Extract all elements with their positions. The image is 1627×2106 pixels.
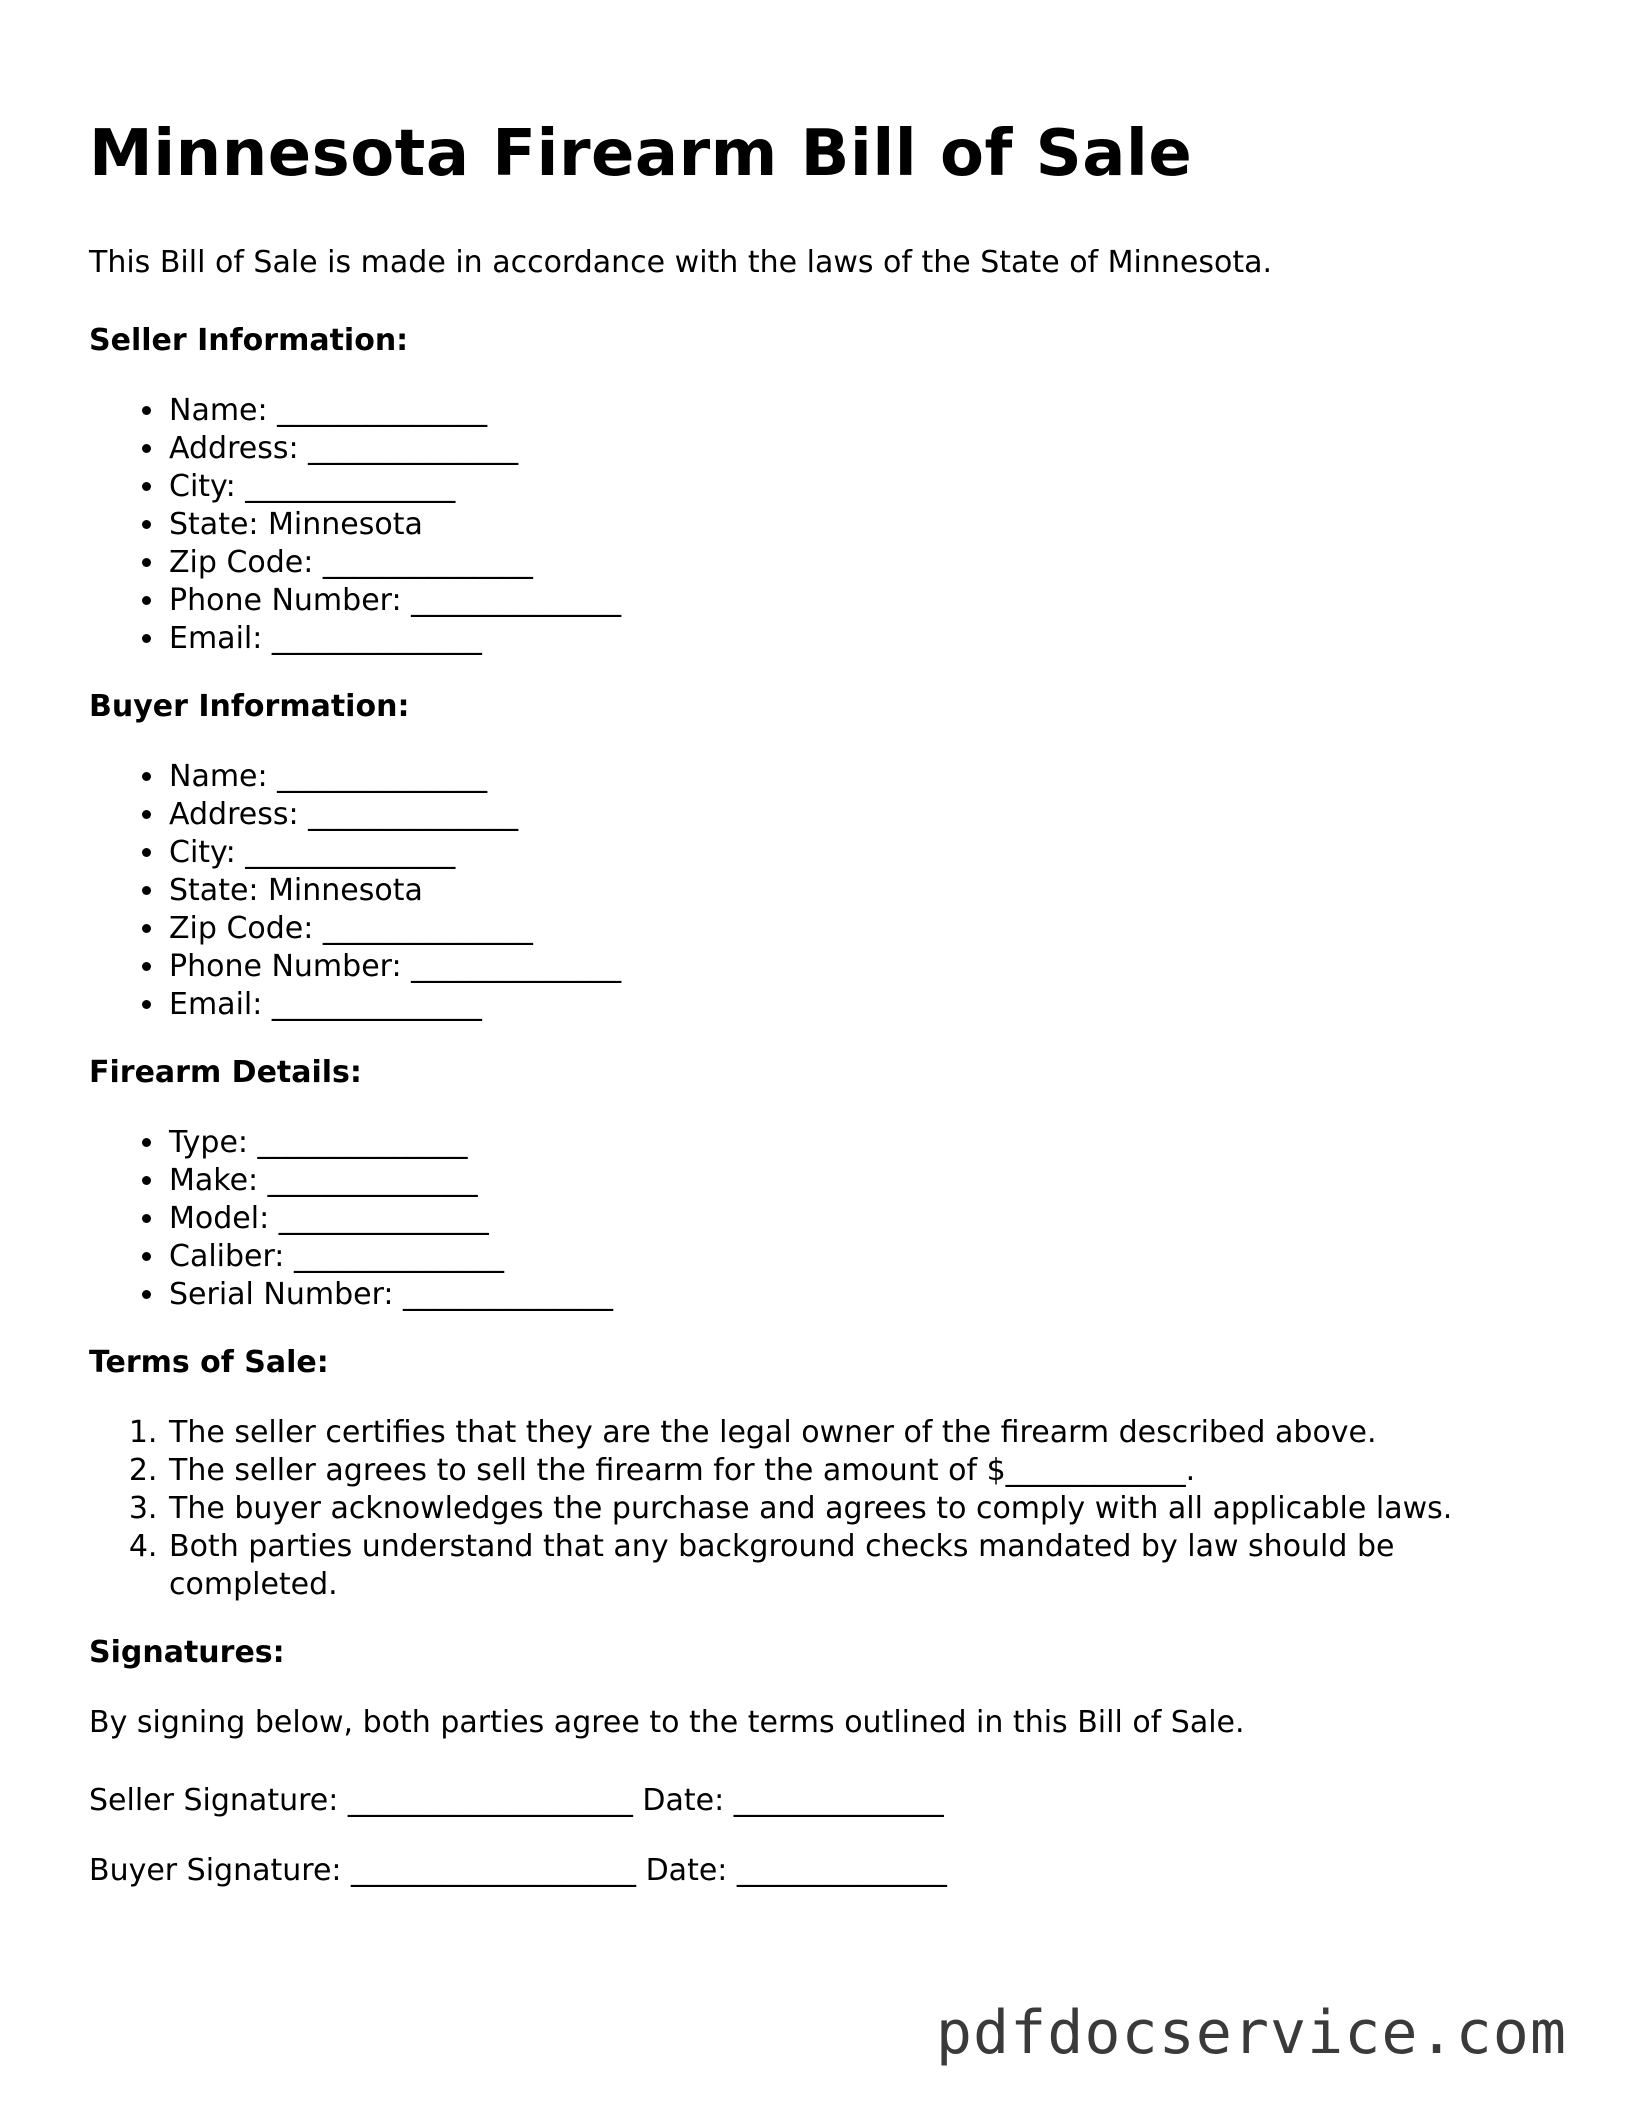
terms-list bbox=[89, 1414, 1549, 1604]
term-item: 1. The seller certifies that they are the legal owner of the firearm described above. bbox=[167, 1414, 1549, 1452]
buyer-zip-field: • Zip Code: ______________ bbox=[167, 910, 1549, 948]
buyer-state-field: • State: Minnesota bbox=[167, 872, 1549, 910]
buyer-phone-field: • Phone Number: ______________ bbox=[167, 948, 1549, 986]
page-title: Minnesota Firearm Bill of Sale bbox=[89, 117, 1193, 191]
term-item: 3. The buyer acknowledges the purchase and agrees to comply with all applicable laws. bbox=[167, 1490, 1549, 1528]
seller-city-field: • City: ______________ bbox=[167, 468, 1549, 506]
seller-email-field: • Email: ______________ bbox=[167, 620, 1549, 658]
buyer-signature-line: Buyer Signature: ___________________ Date: ______________ bbox=[89, 1853, 947, 1888]
firearm-make-field: • Make: ______________ bbox=[167, 1162, 1549, 1200]
firearm-heading: Firearm Details: bbox=[89, 1055, 362, 1090]
seller-signature-line: Seller Signature: ___________________ Date: ______________ bbox=[89, 1783, 944, 1818]
seller-heading: Seller Information: bbox=[89, 323, 409, 358]
buyer-heading: Buyer Information: bbox=[89, 689, 410, 724]
term-item: 2. The seller agrees to sell the firearm for the amount of $____________. bbox=[167, 1452, 1549, 1490]
buyer-city-field: • City: ______________ bbox=[167, 834, 1549, 872]
seller-phone-field: • Phone Number: ______________ bbox=[167, 582, 1549, 620]
intro-text: This Bill of Sale is made in accordance with the laws of the State of Minnesota. bbox=[89, 245, 1273, 280]
seller-fields-list bbox=[89, 392, 1549, 658]
firearm-serial-field: • Serial Number: ______________ bbox=[167, 1276, 1549, 1314]
seller-name-field: • Name: ______________ bbox=[167, 392, 1549, 430]
firearm-model-field: • Model: ______________ bbox=[167, 1200, 1549, 1238]
document-page bbox=[89, 108, 1549, 1922]
buyer-fields-list bbox=[89, 758, 1549, 1024]
terms-heading: Terms of Sale: bbox=[89, 1345, 329, 1380]
signatures-heading: Signatures: bbox=[89, 1635, 285, 1670]
signatures-statement: By signing below, both parties agree to the terms outlined in this Bill of Sale. bbox=[89, 1705, 1245, 1740]
buyer-name-field: • Name: ______________ bbox=[167, 758, 1549, 796]
watermark: pdfdocservice.com bbox=[935, 1998, 1567, 2068]
term-item: 4. Both parties understand that any background checks mandated by law should be completed. bbox=[167, 1528, 1549, 1604]
seller-zip-field: • Zip Code: ______________ bbox=[167, 544, 1549, 582]
firearm-caliber-field: • Caliber: ______________ bbox=[167, 1238, 1549, 1276]
firearm-type-field: • Type: ______________ bbox=[167, 1124, 1549, 1162]
buyer-email-field: • Email: ______________ bbox=[167, 986, 1549, 1024]
firearm-fields-list bbox=[89, 1124, 1549, 1314]
seller-state-field: • State: Minnesota bbox=[167, 506, 1549, 544]
buyer-address-field: • Address: ______________ bbox=[167, 796, 1549, 834]
seller-address-field: • Address: ______________ bbox=[167, 430, 1549, 468]
